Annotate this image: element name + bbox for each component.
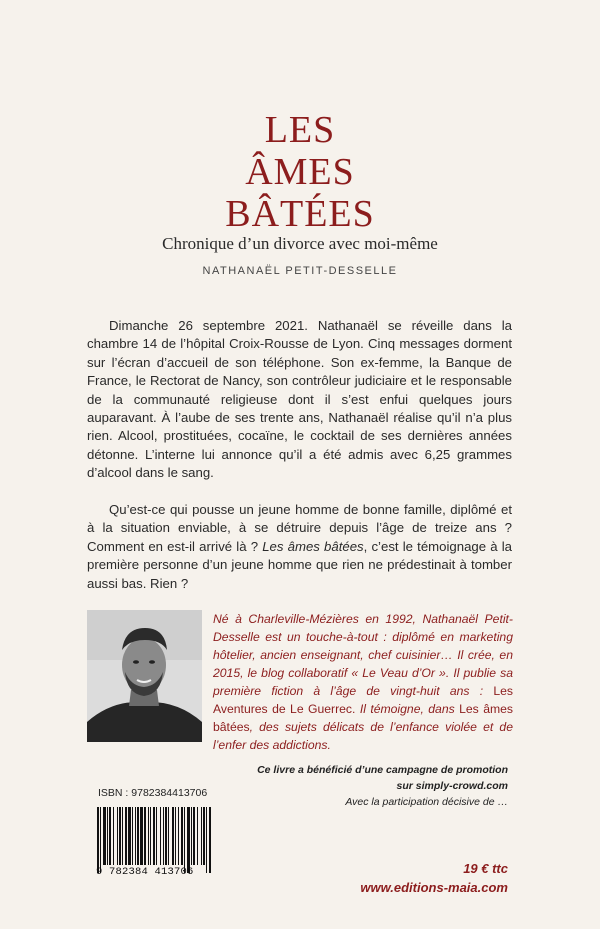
- synopsis-text-2: [87, 501, 512, 593]
- subtitle: Chronique d’un divorce avec moi-même: [162, 234, 438, 253]
- participation-note: Avec la participation décisive de …: [345, 796, 508, 808]
- barcode-bar: [103, 807, 106, 865]
- barcode-bar: [181, 807, 183, 865]
- barcode-bar: [109, 807, 111, 865]
- bio-part-3: Il témoigne, dans: [355, 702, 460, 716]
- barcode-digits: 9 782384 413706: [96, 866, 194, 878]
- bio-part-4: Les âmes bâtées: [213, 702, 513, 734]
- promo-line-2: sur simply-crowd.com: [396, 780, 508, 792]
- synopsis-text-2a: Qu’est-ce qui pousse un jeune homme de bonne famille, diplômé et à la situation enviable, à se détruire depuis l’âge de treize ans ? Comment en est-il arrivé là ?: [87, 502, 512, 554]
- barcode-bar: [172, 807, 174, 865]
- barcode-bar: [156, 807, 157, 865]
- barcode-bar: [144, 807, 146, 865]
- barcode-bar: [128, 807, 131, 865]
- barcode-bar: [132, 807, 133, 865]
- synopsis-paragraph-2: [87, 501, 512, 593]
- barcode-bar: [175, 807, 176, 865]
- barcode-bar: [148, 807, 149, 865]
- title-line-1: LES: [264, 109, 336, 151]
- bio-part-2: Les Aventures de Le Guerrec.: [213, 684, 513, 716]
- barcode-bar: [187, 807, 190, 873]
- barcode-bar: [97, 807, 99, 873]
- barcode-bar: [137, 807, 139, 865]
- barcode-bar: [191, 807, 192, 865]
- barcode-bar: [100, 807, 101, 873]
- barcode-bar: [125, 807, 127, 865]
- synopsis-book-title: Les âmes bâtées: [262, 538, 364, 554]
- barcode-bar: [117, 807, 118, 865]
- synopsis-text-2b: , c’est le témoignage à la première personne d’un jeune homme que rien ne prédestinait à tomber aussi bas. Rien ?: [87, 538, 512, 591]
- barcode-bar: [206, 807, 207, 873]
- author-name: NATHANAËL PETIT-DESSELLE: [202, 265, 398, 277]
- publisher-website: www.editions-maia.com: [360, 880, 508, 895]
- promo-line-1: Ce livre a bénéficié d’une campagne de promotion: [257, 764, 508, 776]
- bio-part-5: , des sujets délicats de l’enfance violée et de l’enfer des addictions.: [213, 720, 513, 752]
- barcode-bar: [184, 807, 185, 873]
- barcode-bar: [107, 807, 108, 865]
- barcode-bar: [113, 807, 114, 865]
- barcode-bar: [119, 807, 121, 865]
- barcode-bar: [160, 807, 161, 865]
- barcode-bar: [165, 807, 167, 865]
- author-bio: [213, 610, 513, 754]
- author-portrait-image: [87, 610, 202, 742]
- barcode-bar: [135, 807, 136, 865]
- price: 19 € ttc: [463, 861, 508, 876]
- promo-notice: [257, 762, 508, 794]
- barcode-bar: [209, 807, 211, 873]
- barcode-bar: [193, 807, 195, 865]
- barcode-bar: [197, 807, 198, 865]
- synopsis-text-1: Dimanche 26 septembre 2021. Nathanaël se réveille dans la chambre 14 de l’hôpital Croix-Rousse de Lyon. Cinq messages dorment sur l’écran d’accueil de son téléphone. Son ex-femme, la Banque de France, le Rectorat de Nancy, son contrôleur judiciaire et le responsable de la communauté religieuse dont il s’est enfui quelques jours auparavant. À l’aube de ses trente ans, Nathanaël réalise qu’il n’a plus rien. Alcool, prostituées, cocaïne, le cocktail de ses dernières années détonne. L’interne lui annonce qu’il a été admis avec 6,25 grammes d’alcool dans le sang.: [87, 318, 512, 481]
- barcode-bar: [153, 807, 155, 865]
- barcode-bar: [201, 807, 202, 865]
- barcode-bar: [178, 807, 179, 865]
- author-photo: [87, 610, 202, 742]
- barcode-bar: [203, 807, 205, 865]
- barcode-bar: [150, 807, 151, 865]
- title-line-3: BÂTÉES: [225, 193, 375, 235]
- isbn-label: ISBN : 9782384413706: [98, 787, 208, 799]
- bio-part-1: Né à Charleville-Mézières en 1992, Nathanaël Petit-Desselle est un touche-à-tout : diplômé en marketing hôtelier, ancien enseignant, chef cuisinier… Il crée, en 2015, le blog collaboratif « Le Veau d’Or ». Il publie sa première fiction à l’âge de vingt-huit ans :: [213, 612, 513, 698]
- synopsis-paragraph-1: [87, 317, 512, 483]
- barcode-bar: [122, 807, 123, 865]
- barcode-bar: [168, 807, 169, 865]
- barcode-bar: [140, 807, 143, 865]
- title-line-2: ÂMES: [245, 151, 355, 193]
- barcode-bar: [163, 807, 164, 865]
